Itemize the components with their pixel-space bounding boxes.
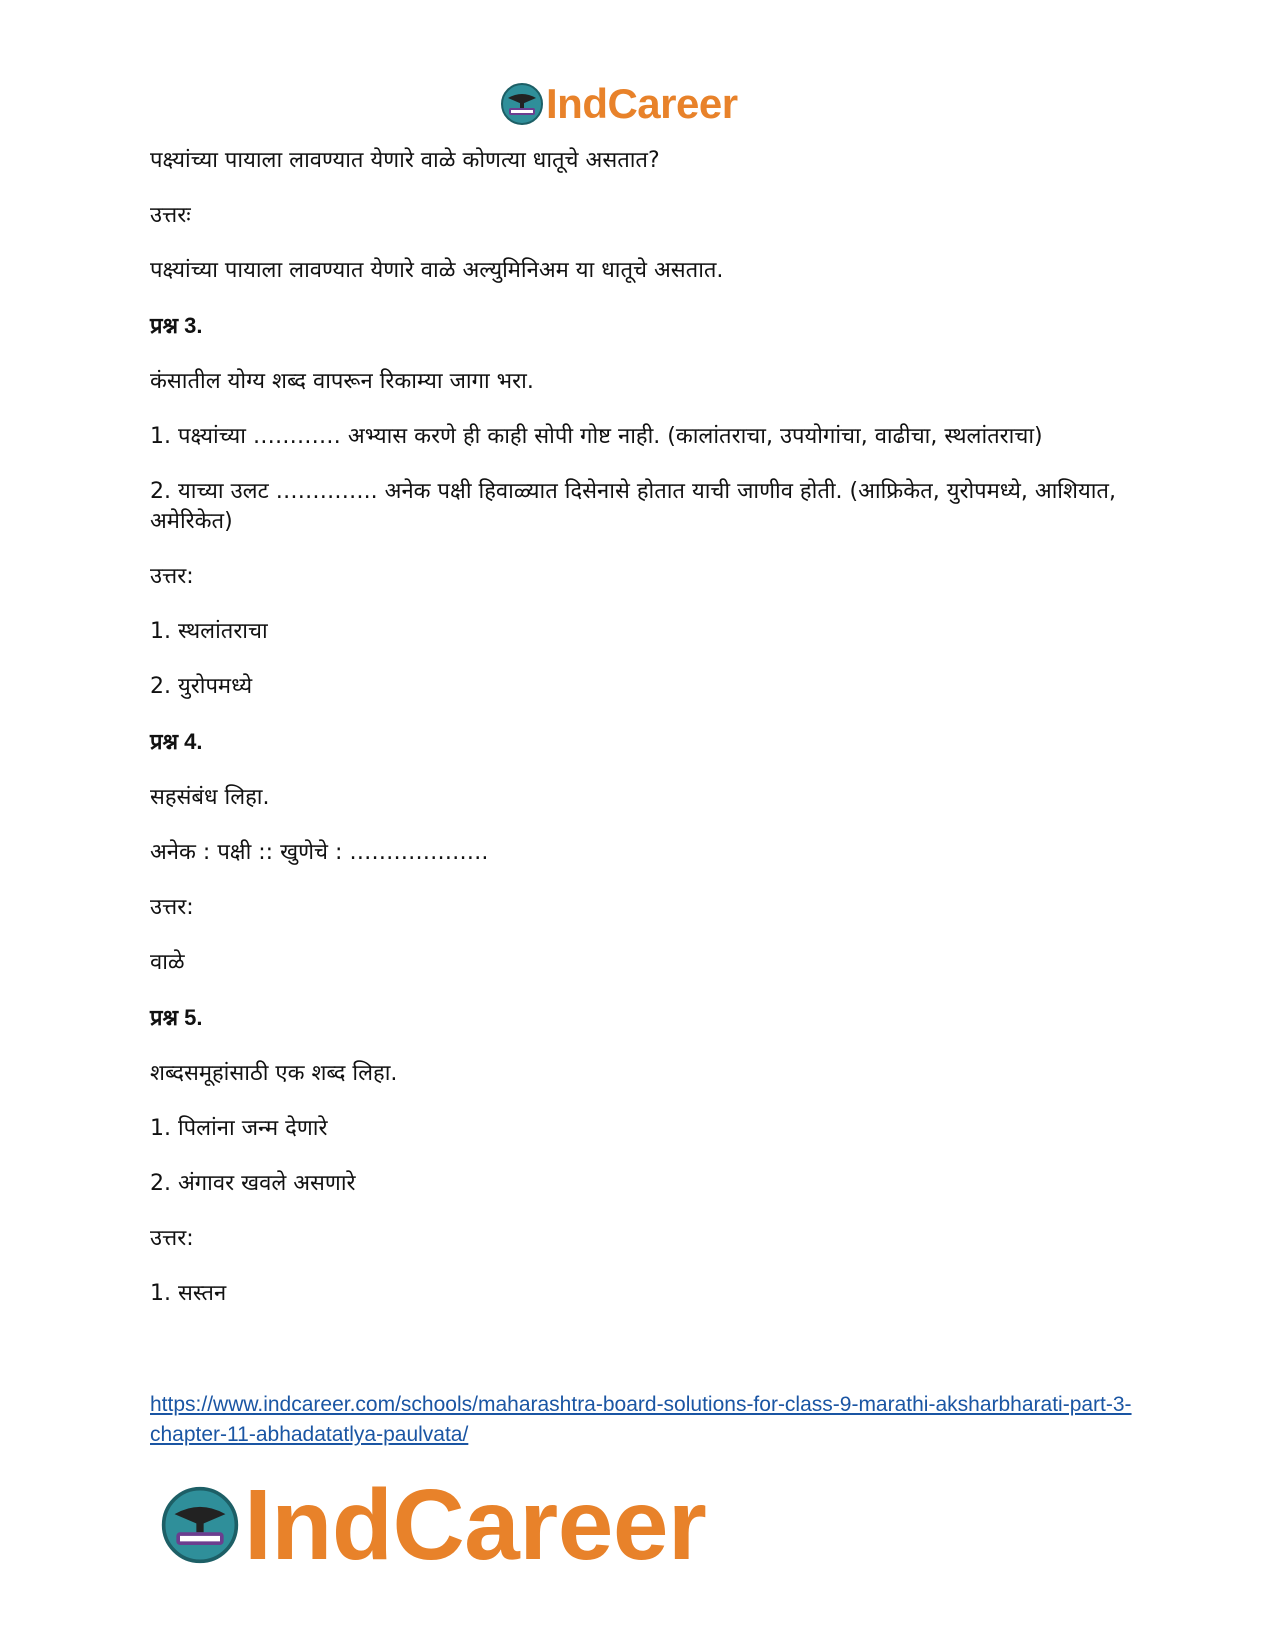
question-text: पक्ष्यांच्या पायाला लावण्यात येणारे वाळे कोणत्या धातूचे असतात? [150,148,660,173]
footer-logo [160,1470,706,1580]
fill-blank-item-2: 2. याच्या उलट ………….. अनेक पक्षी हिवाळ्यात दिसेनासे होतात याची जाणीव होती. (आफ्रिकेत, युरोपमध्ये, आशियात, अमेरिकेत) [150,479,1116,534]
answer-text: वाळे [150,950,185,975]
header-logo [500,80,738,128]
answer-label: उत्तरः [150,203,191,228]
question-heading-3: प्रश्न 3. [150,313,203,338]
question-instruction: कंसातील योग्य शब्द वापरून रिकाम्या जागा भरा. [150,369,534,394]
question-instruction: शब्दसमूहांसाठी एक शब्द लिहा. [150,1061,398,1086]
question-heading-5: प्रश्न 5. [150,1005,203,1030]
answer-item-2: 2. युरोपमध्ये [150,674,253,699]
word-item-2: 2. अंगावर खवले असणारे [150,1171,356,1196]
answer-text: पक्ष्यांच्या पायाला लावण्यात येणारे वाळे अल्युमिनिअम या धातूचे असतात. [150,258,724,283]
globe-book-icon [500,82,544,126]
word-item-1: 1. पिलांना जन्म देणारे [150,1116,328,1141]
analogy-question: अनेक : पक्षी :: खुणेचे : ………………. [150,840,489,865]
document-body [150,146,1130,1334]
header-logo-text: IndCareer [546,80,738,127]
answer-label: उत्तर: [150,1226,194,1251]
fill-blank-item-1: 1. पक्ष्यांच्या ………… अभ्यास करणे ही काही सोपी गोष्ट नाही. (कालांतराचा, उपयोगांचा, वाढीचा, स्थलांतराचा) [150,424,1043,449]
footer-logo-text: IndCareer [244,1469,707,1581]
answer-label: उत्तर: [150,895,194,920]
question-instruction: सहसंबंध लिहा. [150,785,270,810]
globe-book-icon [160,1485,240,1565]
source-url-link[interactable]: https://www.indcareer.com/schools/maharashtra-board-solutions-for-class-9-marathi-aksharbharati-part-3-chapter-11-abhadatatlya-paulvata/ [150,1393,1132,1446]
answer-label: उत्तर: [150,564,194,589]
question-heading-4: प्रश्न 4. [150,729,203,754]
answer-item-1: 1. सस्तन [150,1281,227,1306]
answer-item-1: 1. स्थलांतराचा [150,619,268,644]
